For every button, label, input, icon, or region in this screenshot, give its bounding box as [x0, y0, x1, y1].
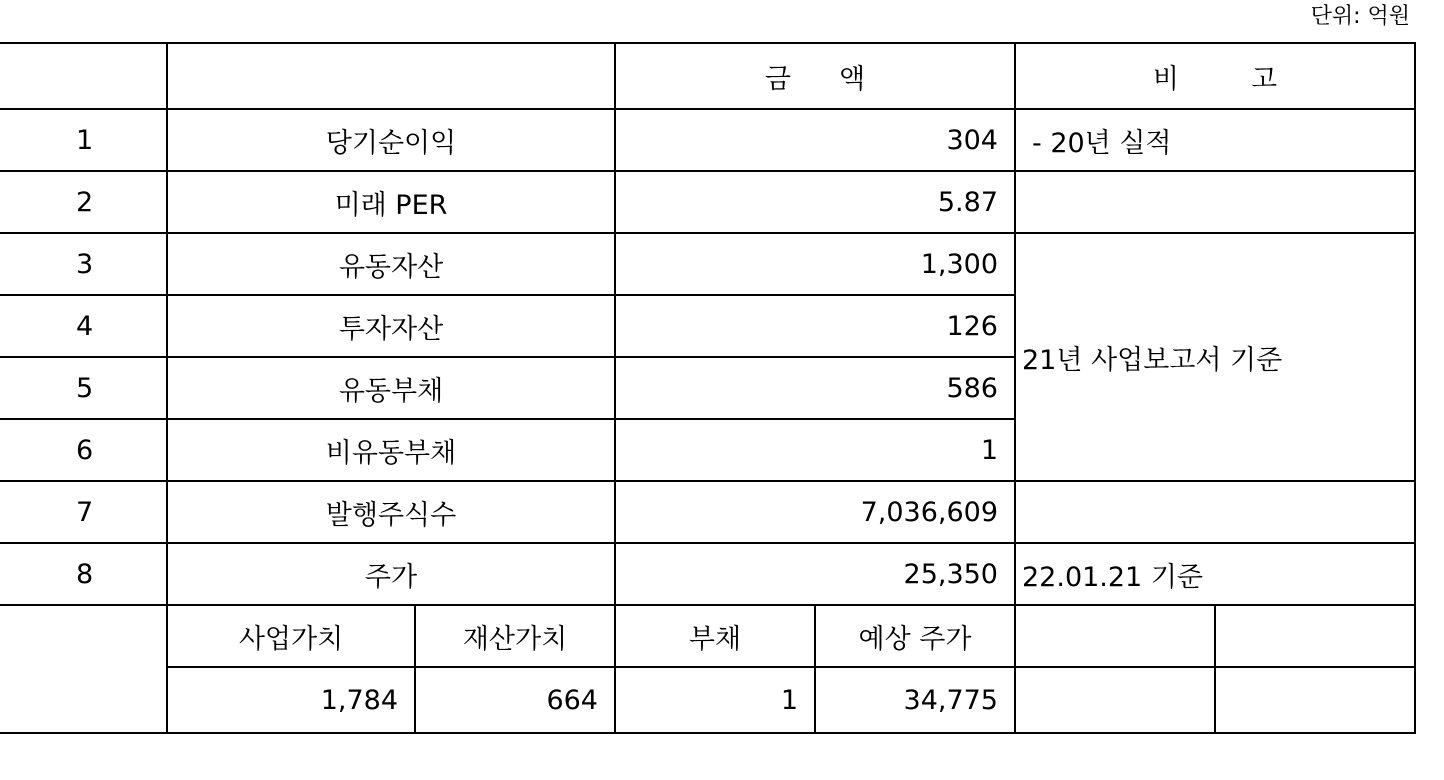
row-label: 유동자산: [167, 233, 615, 295]
row-number: 2: [0, 171, 167, 233]
row-label: 유동부채: [167, 357, 615, 419]
row-number: 8: [0, 543, 167, 605]
merged-note: 21년 사업보고서 기준: [1015, 233, 1415, 481]
row-number: 3: [0, 233, 167, 295]
row-label: 주가: [167, 543, 615, 605]
table-row: [0, 543, 1415, 605]
summary-value-liabilities: 1: [615, 667, 815, 733]
row-label: 발행주식수: [167, 481, 615, 543]
row-amount: 5.87: [615, 171, 1015, 233]
row-number: 6: [0, 419, 167, 481]
summary-header-expected-price: 예상 주가: [815, 605, 1015, 667]
row-note: - 20년 실적: [1015, 109, 1415, 171]
row-note: 22.01.21 기준: [1015, 543, 1415, 605]
valuation-table: [0, 42, 1416, 734]
summary-value-expected-price: 34,775: [815, 667, 1015, 733]
summary-value-asset-value: 664: [415, 667, 615, 733]
row-note: [1015, 481, 1415, 543]
table-row: [0, 171, 1415, 233]
summary-empty-cell: [1015, 667, 1215, 733]
row-amount: 1,300: [615, 233, 1015, 295]
summary-empty-cell: [1215, 667, 1415, 733]
summary-empty-cell: [0, 605, 167, 733]
row-label: 당기순이익: [167, 109, 615, 171]
header-row: [0, 43, 1415, 109]
header-cell-label: [167, 43, 615, 109]
summary-header-liabilities: 부채: [615, 605, 815, 667]
row-amount: 1: [615, 419, 1015, 481]
header-cell-no: [0, 43, 167, 109]
row-number: 1: [0, 109, 167, 171]
row-label: 미래 PER: [167, 171, 615, 233]
table-row: [0, 109, 1415, 171]
row-label: 비유동부채: [167, 419, 615, 481]
summary-empty-cell: [1015, 605, 1215, 667]
summary-empty-cell: [1215, 605, 1415, 667]
row-note: [1015, 171, 1415, 233]
table-row: [0, 233, 1415, 295]
table-row: [0, 481, 1415, 543]
row-amount: 25,350: [615, 543, 1015, 605]
unit-label: 단위: 억원: [1310, 4, 1410, 29]
row-number: 7: [0, 481, 167, 543]
row-amount: 304: [615, 109, 1015, 171]
summary-header-row: [0, 605, 1415, 667]
row-amount: 7,036,609: [615, 481, 1015, 543]
summary-header-asset-value: 재산가치: [415, 605, 615, 667]
summary-value-business-value: 1,784: [167, 667, 415, 733]
row-number: 5: [0, 357, 167, 419]
row-amount: 586: [615, 357, 1015, 419]
summary-header-business-value: 사업가치: [167, 605, 415, 667]
summary-value-row: [0, 667, 1415, 733]
row-amount: 126: [615, 295, 1015, 357]
header-cell-note: 비 고: [1015, 43, 1415, 109]
row-number: 4: [0, 295, 167, 357]
row-label: 투자자산: [167, 295, 615, 357]
header-cell-amount: 금 액: [615, 43, 1015, 109]
